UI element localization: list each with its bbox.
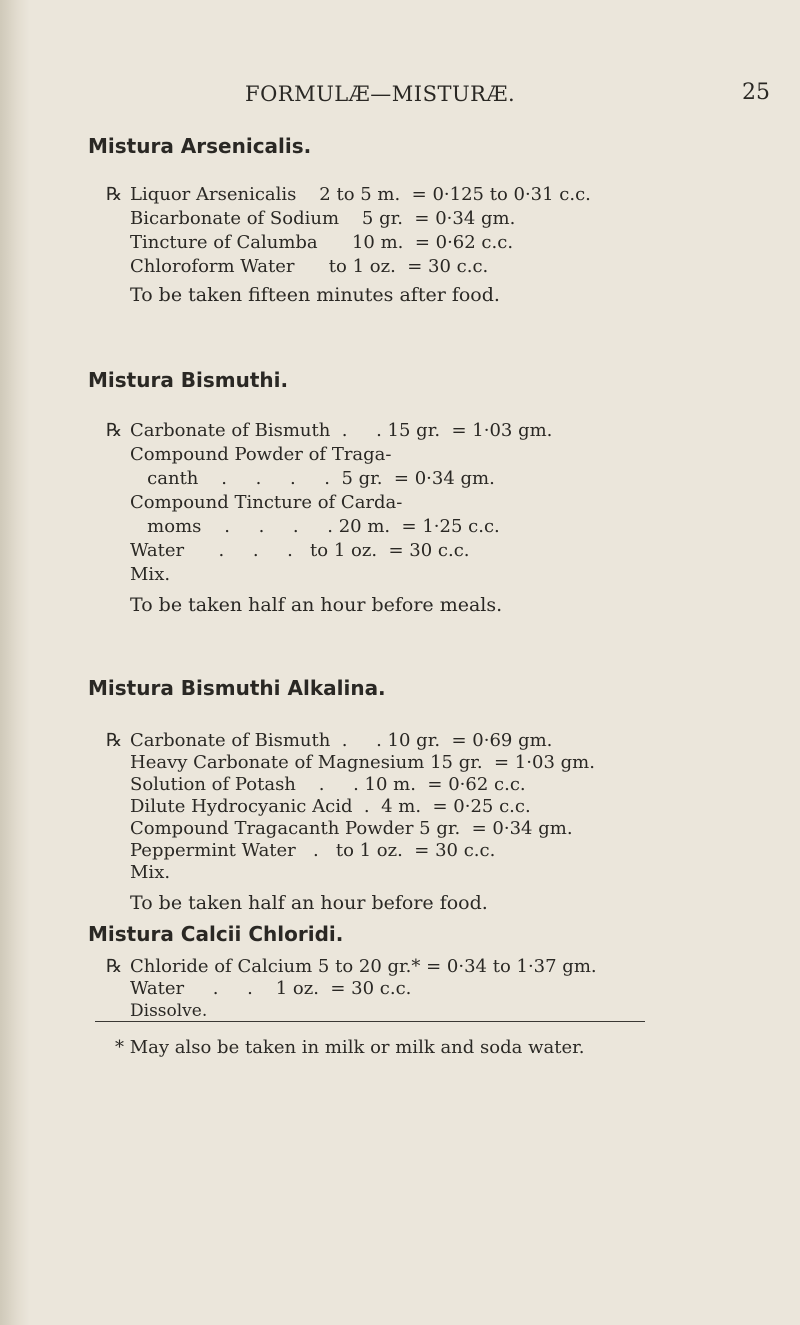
footnote: * May also be taken in milk or milk and soda water. <box>115 1037 585 1058</box>
page-edge-shadow <box>0 0 30 1325</box>
recipe-line: Chloroform Water to 1 oz. = 30 c.c. <box>130 256 489 277</box>
direction-text: To be taken half an hour before food. <box>130 892 488 914</box>
section-title-bismuthi-alkalina: Mistura Bismuthi Alkalina. <box>88 676 386 700</box>
recipe-line: Water . . . to 1 oz. = 30 c.c. <box>130 540 470 561</box>
recipe-line: moms . . . . 20 m. = 1·25 c.c. <box>130 516 500 537</box>
rx-symbol: ℞ <box>106 956 123 977</box>
recipe-line: Dilute Hydrocyanic Acid . 4 m. = 0·25 c.c. <box>130 796 531 817</box>
recipe-line: Compound Powder of Traga- <box>130 444 392 465</box>
rx-symbol: ℞ <box>106 730 123 751</box>
recipe-line: Compound Tragacanth Powder 5 gr. = 0·34 gm. <box>130 818 573 839</box>
recipe-line: Peppermint Water . to 1 oz. = 30 c.c. <box>130 840 496 861</box>
section-title-calcii-chloridi: Mistura Calcii Chloridi. <box>88 922 344 946</box>
recipe-line: Tincture of Calumba 10 m. = 0·62 c.c. <box>130 232 514 253</box>
rx-symbol: ℞ <box>106 420 123 441</box>
recipe-line: Heavy Carbonate of Magnesium 15 gr. = 1·03 gm. <box>130 752 595 773</box>
recipe-line: Mix. <box>130 564 171 585</box>
recipe-line: Solution of Potash . . 10 m. = 0·62 c.c. <box>130 774 526 795</box>
recipe-line: Liquor Arsenicalis 2 to 5 m. = 0·125 to 0·31 c.c. <box>130 184 591 205</box>
recipe-line: Bicarbonate of Sodium 5 gr. = 0·34 gm. <box>130 208 516 229</box>
recipe-line: Mix. <box>130 862 171 883</box>
direction-text: To be taken fifteen minutes after food. <box>130 284 500 306</box>
recipe-line: Chloride of Calcium 5 to 20 gr.* = 0·34 to 1·37 gm. <box>130 956 597 977</box>
recipe-line: canth . . . . 5 gr. = 0·34 gm. <box>130 468 495 489</box>
recipe-line: Carbonate of Bismuth . . 15 gr. = 1·03 gm. <box>130 420 553 441</box>
recipe-line: Compound Tincture of Carda- <box>130 492 403 513</box>
recipe-line: Water . . 1 oz. = 30 c.c. <box>130 978 412 999</box>
direction-text: To be taken half an hour before meals. <box>130 594 503 616</box>
page-number: 25 <box>742 80 770 105</box>
rx-symbol: ℞ <box>106 184 123 205</box>
recipe-line: Dissolve. <box>130 1001 208 1021</box>
running-head: FORMULÆ—MISTURÆ. <box>245 82 516 106</box>
section-title-bismuthi: Mistura Bismuthi. <box>88 368 289 392</box>
recipe-line: Carbonate of Bismuth . . 10 gr. = 0·69 gm. <box>130 730 553 751</box>
section-title-arsenicalis: Mistura Arsenicalis. <box>88 134 312 158</box>
